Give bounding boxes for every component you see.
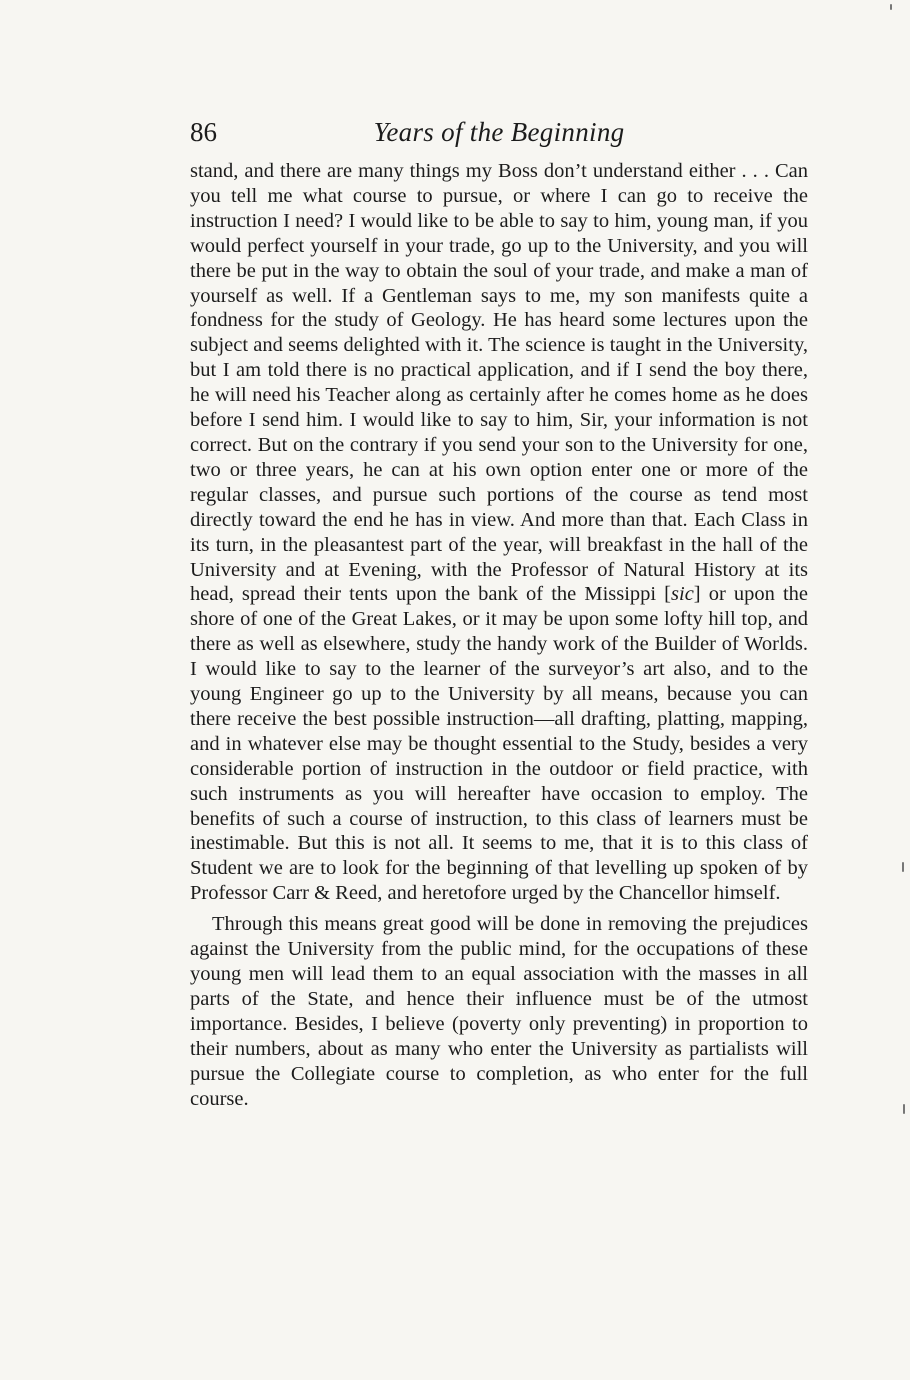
paragraph-1 bbox=[190, 159, 808, 906]
paragraph-1-text-b: ] or upon the shore of one of the Great Lakes, or it may be upon some lofty hill top, and there as well as elsewhere, study the handy work of the Builder of Worlds. I would like to say to the learner of the surveyor’s art also, and to the young Engineer go up to the University by all means, because you can there receive the best possible instruction—all drafting, platting, mapping, and in whatever else may be thought essential to the Study, besides a very considerable portion of instruction in the outdoor or field practice, with such instruments as you will hereafter have occasion to employ. The benefits of such a course of instruction, to this class of learners must be inestimable. But this is not all. It seems to me, that it is to this class of Student we are to look for the beginning of that levelling up spoken of by Professor Carr & Reed, and heretofore urged by the Chancellor himself. bbox=[190, 583, 808, 905]
body-text bbox=[190, 159, 808, 1111]
paragraph-2: Through this means great good will be done in removing the prejudices against the University from the public mind, for the occupations of these young men will lead them to an equal association with the masses in all parts of the State, and hence their influence must be of the utmost importance. Besides, I believe (poverty only preventing) in proportion to their numbers, about as many who enter the University as partialists will pursue the Collegiate course to completion, as who enter for the full course. bbox=[190, 913, 808, 1110]
page-number: 86 bbox=[190, 117, 217, 147]
page-header bbox=[190, 112, 808, 152]
sic-annotation: sic bbox=[671, 583, 694, 606]
scan-speck bbox=[903, 1104, 905, 1114]
paragraph-1-text-a: stand, and there are many things my Boss don’t understand either . . . Can you tell me what course to pursue, or where I can go to receive the instruction I need? I would like to be able to say to him, young man, if you would perfect yourself in your trade, go up to the University, and you will there be put in the way to obtain the soul of your trade, and make a man of yourself as well. If a Gentleman says to me, my son manifests quite a fondness for the study of Geology. He has heard some lectures upon the subject and seems delighted with it. The science is taught in the University, but I am told there is no practical application, and if I send the boy there, he will need his Teacher along as certainly after he comes home as he does before I send him. I would like to say to him, Sir, your information is not correct. But on the contrary if you send your son to the University for one, two or three years, he can at his own option enter one or more of the regular classes, and pursue such portions of the course as tend most directly toward the end he has in view. And more than that. Each Class in its turn, in the pleasantest part of the year, will breakfast in the hall of the University and at Evening, with the Professor of Natural History at its head, spread their tents upon the bank of the Missippi [ bbox=[190, 160, 808, 606]
scan-speck bbox=[902, 862, 904, 872]
scan-speck bbox=[890, 4, 892, 10]
running-head-title: Years of the Beginning bbox=[373, 117, 625, 147]
